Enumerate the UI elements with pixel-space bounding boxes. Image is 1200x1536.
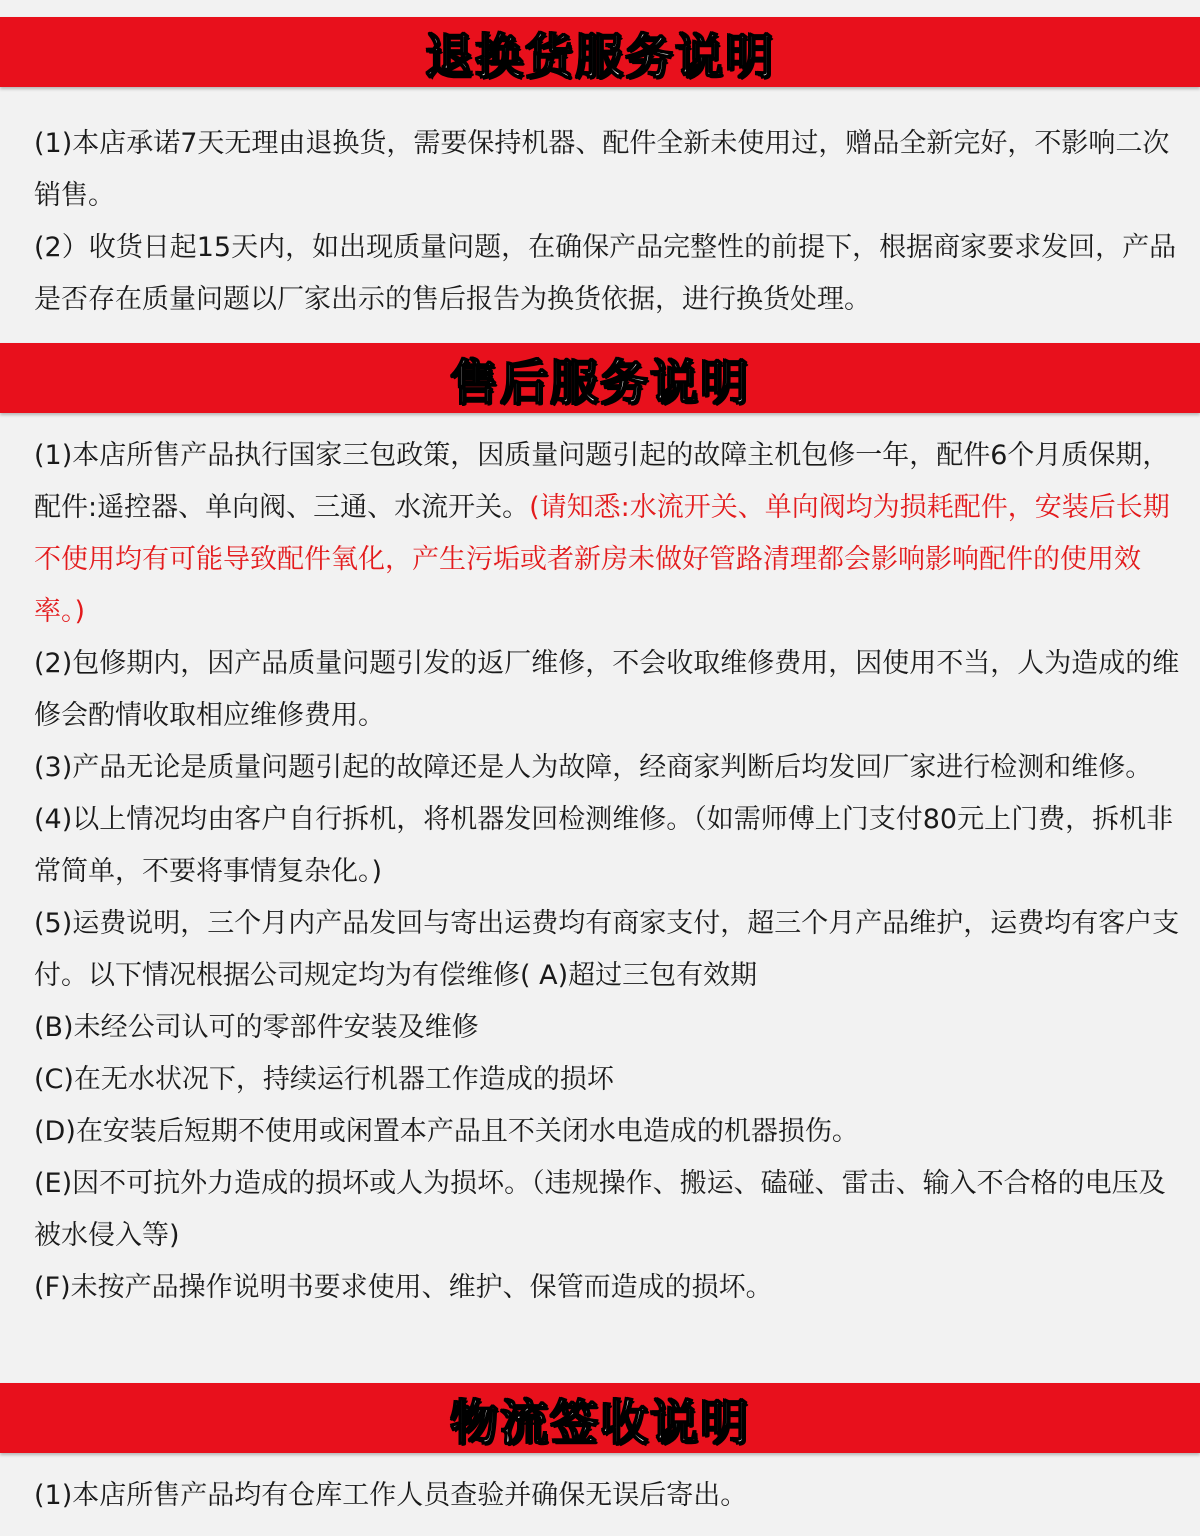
after-sales-item-5: (5)运费说明，三个月内产品发回与寄出运费均有商家支付，超三个月产品维护，运费均有客户支付。以下情况根据公司规定均为有偿维修( A)超过三包有效期 <box>34 908 1180 991</box>
after-sales-item-4: (4)以上情况均由客户自行拆机，将机器发回检测维修。（如需师傅上门支付80元上门费，拆机非常简单，不要将事情复杂化。) <box>34 804 1174 887</box>
returns-title: 退换货服务说明 <box>424 28 775 85</box>
after-sales-title: 售后服务说明 <box>449 354 750 411</box>
returns-item-2: (2）收货日起15天内，如出现质量问题，在确保产品完整性的前提下，根据商家要求发回，产品是否存在质量问题以厂家出示的售后报告为换货依据，进行换货处理。 <box>34 232 1177 315</box>
logistics-item-1: (1)本店所售产品均有仓库工作人员查验并确保无误后寄出。 <box>34 1480 748 1511</box>
logistics-section <box>34 1470 1180 1522</box>
after-sales-item-e: (E)因不可抗外力造成的损坏或人为损坏。（违规操作、搬运、磕碰、雷击、输入不合格的电压及被水侵入等) <box>34 1168 1166 1251</box>
logistics-title: 物流签收说明 <box>449 1394 750 1451</box>
after-sales-banner <box>0 343 1200 413</box>
after-sales-item-f: (F)未按产品操作说明书要求使用、维护、保管而造成的损坏。 <box>34 1272 773 1303</box>
after-sales-item-d: (D)在安装后短期不使用或闲置本产品且不关闭水电造成的机器损伤。 <box>34 1116 859 1147</box>
after-sales-item-b: (B)未经公司认可的零部件安装及维修 <box>34 1012 479 1043</box>
logistics-banner <box>0 1383 1200 1453</box>
after-sales-section <box>34 430 1180 1314</box>
after-sales-item-2: (2)包修期内，因产品质量问题引发的返厂维修，不会收取维修费用，因使用不当，人为造成的维修会酌情收取相应维修费用。 <box>34 648 1180 731</box>
returns-banner <box>0 17 1200 87</box>
after-sales-item-3: (3)产品无论是质量问题引起的故障还是人为故障，经商家判断后均发回厂家进行检测和维修。 <box>34 752 1153 783</box>
after-sales-item-1 <box>34 430 1180 638</box>
after-sales-item-1-text: (1)本店所售产品执行国家三包政策，因质量问题引起的故障主机包修一年，配件6个月质保期，配件:遥控器、单向阀、三通、水流开关。 <box>34 440 1170 523</box>
returns-item-1: (1)本店承诺7天无理由退换货，需要保持机器、配件全新未使用过，赠品全新完好，不影响二次销售。 <box>34 128 1170 211</box>
after-sales-item-1-note: (请知悉:水流开关、单向阀均为损耗配件，安装后长期不使用均有可能导致配件氧化，产生污垢或者新房未做好管路清理都会影响影响配件的使用效率。) <box>34 492 1170 627</box>
returns-section <box>34 118 1180 326</box>
after-sales-item-c: (C)在无水状况下，持续运行机器工作造成的损坏 <box>34 1064 614 1095</box>
